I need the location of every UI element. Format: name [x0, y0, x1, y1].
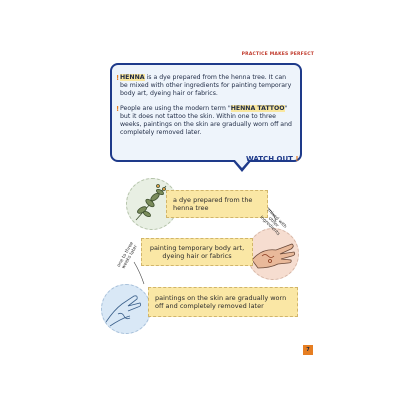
- note-weeks: one to three weeks later: [116, 241, 139, 270]
- bullet-2-pre: People are using the modern term ": [120, 105, 231, 112]
- card-label-3: paintings on the skin are gradually worn off and completely removed later: [148, 287, 298, 317]
- painted-hand-icon: [252, 244, 295, 268]
- watch-out-text: WATCH OUT: [246, 155, 293, 163]
- henna-plant-icon: [136, 185, 166, 221]
- arm-outline-icon: [106, 296, 141, 326]
- card-label-2: painting temporary body art, dyeing hair or fabrics: [141, 238, 253, 266]
- term-henna: HENNA: [120, 74, 145, 81]
- bullet-1-text: is a dye prepared from the henna tree. It can be mixed with other ingredients for painting temporary body art, dyeing hair or fabrics.: [120, 74, 292, 97]
- exclamation-icon: !: [116, 74, 120, 82]
- watch-out-exclamation-icon: !: [295, 155, 299, 163]
- page-number: 7: [303, 345, 313, 355]
- card-label-1: a dye prepared from the henna tree: [166, 190, 268, 218]
- page-header: PRACTICE MAKES PERFECT: [241, 52, 314, 57]
- term-henna-tattoo: HENNA TATTOO: [230, 105, 285, 112]
- bullet-2-post: " but it does not tattoo the skin. Within one to three weeks, paintings on the skin are gradually worn off and completely removed later.: [120, 105, 292, 136]
- exclamation-icon: !: [116, 105, 120, 113]
- note-mixed: mixed with other ingredients: [258, 208, 288, 237]
